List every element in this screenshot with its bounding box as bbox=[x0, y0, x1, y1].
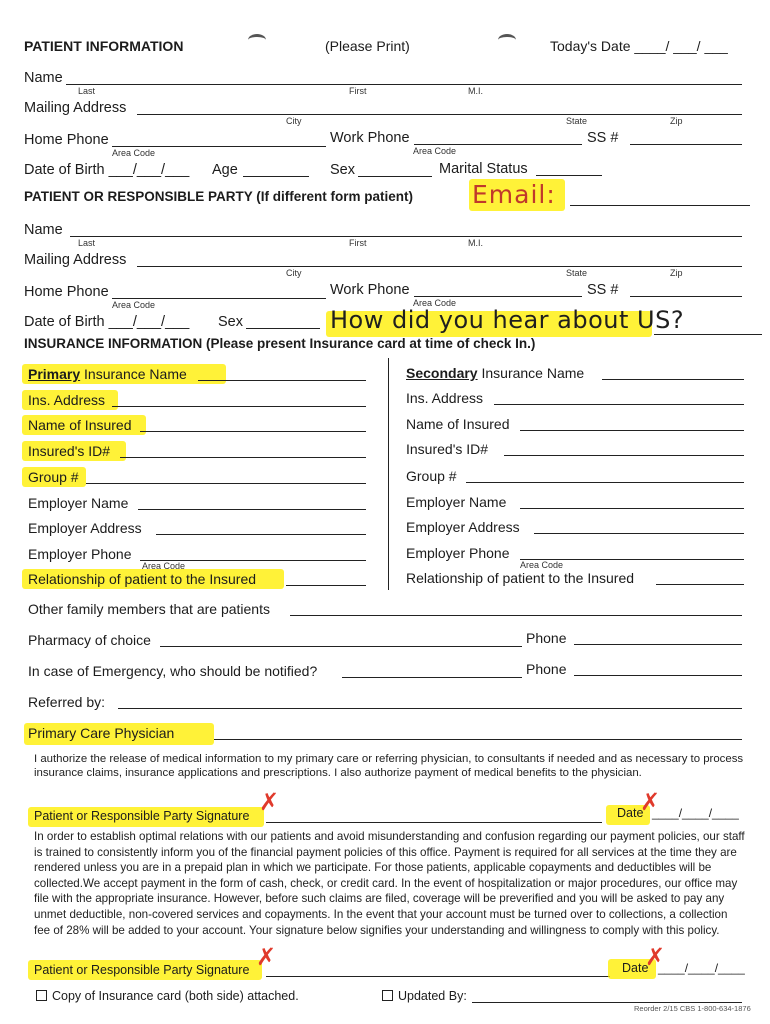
auth-date-blanks[interactable]: ____/____/____ bbox=[652, 806, 739, 820]
primary-relationship-label: Relationship of patient to the Insured bbox=[28, 571, 257, 587]
policy-date-x-mark: ✗ bbox=[645, 943, 666, 971]
policy-date-blanks[interactable]: ____/____/____ bbox=[658, 961, 745, 975]
patient-sex-line[interactable] bbox=[358, 176, 432, 177]
primary-employer-label: Employer Name bbox=[28, 495, 129, 511]
patient-last-sub: Last bbox=[78, 86, 96, 96]
secondary-group-line[interactable] bbox=[466, 482, 744, 483]
primary-group-line[interactable] bbox=[86, 483, 366, 484]
policy-signature-line[interactable] bbox=[266, 976, 610, 977]
primary-insured-line[interactable] bbox=[140, 431, 366, 432]
primary-insurance-name-label bbox=[28, 366, 187, 382]
patient-age-line[interactable] bbox=[243, 176, 309, 177]
primary-bold: Primary bbox=[28, 366, 81, 382]
family-line[interactable] bbox=[290, 615, 742, 616]
policy-date-label: Date bbox=[622, 961, 649, 975]
patient-mi-sub: M.I. bbox=[468, 86, 483, 96]
secondary-insurance-name-line[interactable] bbox=[602, 379, 744, 380]
hear-handwritten: How did you hear about US? bbox=[330, 306, 685, 334]
primary-name-rest: Insurance Name bbox=[80, 366, 187, 382]
secondary-relationship-label: Relationship of patient to the Insured bbox=[406, 570, 635, 586]
auth-signature-x-mark: ✗ bbox=[259, 788, 280, 816]
secondary-address-label: Ins. Address bbox=[406, 390, 484, 406]
policy-signature-label: Patient or Responsible Party Signature bbox=[34, 963, 250, 977]
resp-name-line[interactable] bbox=[70, 236, 742, 237]
email-handwritten: Email: bbox=[472, 180, 556, 209]
patient-home-phone-line[interactable] bbox=[112, 146, 326, 147]
patient-home-area-sub: Area Code bbox=[112, 148, 156, 158]
patient-city-sub: City bbox=[286, 116, 302, 126]
copy-insurance-checkbox-row[interactable] bbox=[36, 989, 299, 1003]
patient-name-label: Name bbox=[24, 70, 63, 86]
secondary-employer-phone-label: Employer Phone bbox=[406, 545, 510, 561]
pcp-label: Primary Care Physician bbox=[28, 725, 175, 741]
resp-mi-sub: M.I. bbox=[468, 238, 483, 248]
patient-dob-label[interactable]: Date of Birth ___/___/___ bbox=[24, 162, 190, 178]
patient-mailing-label: Mailing Address bbox=[24, 100, 127, 116]
patient-state-sub: State bbox=[566, 116, 588, 126]
auth-date-label: Date bbox=[617, 806, 644, 820]
secondary-insurance-name-label bbox=[406, 365, 584, 381]
updated-by-checkbox[interactable] bbox=[382, 990, 393, 1001]
resp-home-phone-label: Home Phone bbox=[24, 284, 109, 300]
updated-by-checkbox-row[interactable] bbox=[382, 989, 467, 1003]
copy-insurance-label: Copy of Insurance card (both side) attached. bbox=[52, 989, 299, 1003]
patient-name-line[interactable] bbox=[66, 84, 742, 85]
secondary-id-label: Insured's ID# bbox=[406, 441, 489, 457]
resp-last-sub: Last bbox=[78, 238, 96, 248]
patient-work-phone-line[interactable] bbox=[414, 144, 582, 145]
emergency-phone-label: Phone bbox=[526, 661, 567, 677]
emergency-label: In case of Emergency, who should be notified? bbox=[28, 663, 318, 679]
primary-employer-phone-label: Employer Phone bbox=[28, 546, 132, 562]
updated-by-line[interactable] bbox=[472, 1002, 742, 1003]
primary-insured-label: Name of Insured bbox=[28, 417, 132, 433]
patient-work-area-sub: Area Code bbox=[413, 146, 457, 156]
reorder-text: Reorder 2/15 CBS 1-800-634-1876 bbox=[634, 1004, 751, 1013]
patient-first-sub: First bbox=[349, 86, 367, 96]
responsible-section-title: PATIENT OR RESPONSIBLE PARTY (If different form patient) bbox=[24, 189, 414, 204]
resp-sex-label: Sex bbox=[218, 314, 243, 330]
pharmacy-phone-line[interactable] bbox=[574, 644, 742, 645]
pcp-line[interactable] bbox=[214, 739, 742, 740]
pharmacy-phone-label: Phone bbox=[526, 630, 567, 646]
resp-zip-sub: Zip bbox=[670, 268, 683, 278]
patient-age-label: Age bbox=[212, 162, 238, 178]
emergency-line[interactable] bbox=[342, 677, 522, 678]
primary-relationship-line[interactable] bbox=[286, 585, 366, 586]
resp-name-label: Name bbox=[24, 222, 63, 238]
policy-signature-x-mark: ✗ bbox=[256, 943, 277, 971]
patient-marital-label: Marital Status bbox=[439, 161, 528, 177]
secondary-relationship-line[interactable] bbox=[656, 584, 744, 585]
auth-signature-line[interactable] bbox=[266, 822, 602, 823]
punch-hole-right bbox=[498, 34, 516, 46]
todays-date[interactable]: Today's Date ____/ ___/ ___ bbox=[550, 38, 728, 54]
email-line[interactable] bbox=[570, 205, 750, 206]
emergency-phone-line[interactable] bbox=[574, 675, 742, 676]
secondary-insured-line[interactable] bbox=[520, 430, 744, 431]
patient-home-phone-label: Home Phone bbox=[24, 132, 109, 148]
primary-employer-address-label: Employer Address bbox=[28, 520, 142, 536]
secondary-area-sub: Area Code bbox=[520, 560, 564, 570]
patient-work-phone-label: Work Phone bbox=[330, 130, 410, 146]
primary-employer-address-line[interactable] bbox=[156, 534, 366, 535]
resp-sex-line[interactable] bbox=[246, 328, 320, 329]
primary-id-line[interactable] bbox=[120, 457, 366, 458]
pharmacy-label: Pharmacy of choice bbox=[28, 632, 151, 648]
hear-line[interactable] bbox=[654, 334, 762, 335]
primary-area-sub: Area Code bbox=[142, 561, 186, 571]
secondary-employer-line[interactable] bbox=[520, 508, 744, 509]
auth-date-x-mark: ✗ bbox=[640, 788, 661, 816]
secondary-insured-label: Name of Insured bbox=[406, 416, 510, 432]
referred-label: Referred by: bbox=[28, 694, 106, 710]
resp-work-area-sub: Area Code bbox=[413, 298, 457, 308]
resp-work-phone-label: Work Phone bbox=[330, 282, 410, 298]
secondary-employer-address-label: Employer Address bbox=[406, 519, 520, 535]
secondary-name-rest: Insurance Name bbox=[477, 365, 585, 381]
resp-mailing-label: Mailing Address bbox=[24, 252, 127, 268]
primary-address-line[interactable] bbox=[112, 406, 366, 407]
resp-home-phone-line[interactable] bbox=[112, 298, 326, 299]
family-label: Other family members that are patients bbox=[28, 601, 270, 617]
copy-insurance-checkbox[interactable] bbox=[36, 990, 47, 1001]
resp-ss-line[interactable] bbox=[630, 296, 742, 297]
primary-insurance-name-line[interactable] bbox=[198, 380, 366, 381]
patient-marital-line[interactable] bbox=[536, 175, 602, 176]
punch-hole-left bbox=[248, 34, 266, 46]
auth-signature-label: Patient or Responsible Party Signature bbox=[34, 809, 250, 823]
resp-dob-label[interactable]: Date of Birth ___/___/___ bbox=[24, 314, 190, 330]
primary-address-label: Ins. Address bbox=[28, 392, 106, 408]
authorization-text: I authorize the release of medical information to my primary care or referring physician, to consultants if needed and as necessary to process insurance claims, insurance applications and prescriptions. I also authorize payment of medical benefits to the physician. bbox=[34, 753, 744, 779]
resp-first-sub: First bbox=[349, 238, 367, 248]
resp-city-sub: City bbox=[286, 268, 302, 278]
secondary-employer-address-line[interactable] bbox=[534, 533, 744, 534]
resp-ss-label: SS # bbox=[587, 282, 619, 298]
secondary-employer-label: Employer Name bbox=[406, 494, 507, 510]
patient-sex-label: Sex bbox=[330, 162, 355, 178]
resp-home-area-sub: Area Code bbox=[112, 300, 156, 310]
secondary-bold: Secondary bbox=[406, 365, 478, 381]
secondary-id-line[interactable] bbox=[504, 455, 744, 456]
resp-state-sub: State bbox=[566, 268, 588, 278]
form-title: PATIENT INFORMATION bbox=[24, 38, 184, 54]
primary-id-label: Insured's ID# bbox=[28, 443, 111, 459]
patient-ss-line[interactable] bbox=[630, 144, 742, 145]
referred-line[interactable] bbox=[118, 708, 742, 709]
patient-zip-sub: Zip bbox=[670, 116, 683, 126]
patient-ss-label: SS # bbox=[587, 130, 619, 146]
updated-by-label: Updated By: bbox=[398, 989, 467, 1003]
secondary-address-line[interactable] bbox=[494, 404, 744, 405]
payment-policy-text: In order to establish optimal relations with our patients and avoid misunderstanding and confusion regarding our payment policies, our staff is trained to consistently inform you of the financial payment policies of this office. Payment is required for all services at the time they are rendered unless you are in a prepaid plan in which we participate. For those patients, applicable copayments and deductibles will be collected.We accept payment in the form of cash, check, or credit card. In the event of hospitalization or major procedures, our office may file with the appropriate insurance. However, before such claims are filed, coverage will be preverified and you will be asked to pay any unmet deductible, non-covered services and copayments. In the event that your account must be turned over to collections, a collection fee of 28% will be added to your account. Your signature below signifies your understanding and willingness to comply with this policy. bbox=[34, 830, 745, 937]
pharmacy-line[interactable] bbox=[160, 646, 522, 647]
patient-mailing-line[interactable] bbox=[137, 114, 742, 115]
primary-employer-line[interactable] bbox=[138, 509, 366, 510]
resp-work-phone-line[interactable] bbox=[414, 296, 582, 297]
insurance-column-divider bbox=[388, 358, 389, 590]
secondary-group-label: Group # bbox=[406, 468, 457, 484]
primary-group-label: Group # bbox=[28, 469, 79, 485]
please-print: (Please Print) bbox=[325, 38, 410, 54]
insurance-section-title: INSURANCE INFORMATION (Please present Insurance card at time of check In.) bbox=[24, 336, 536, 351]
resp-mailing-line[interactable] bbox=[137, 266, 742, 267]
